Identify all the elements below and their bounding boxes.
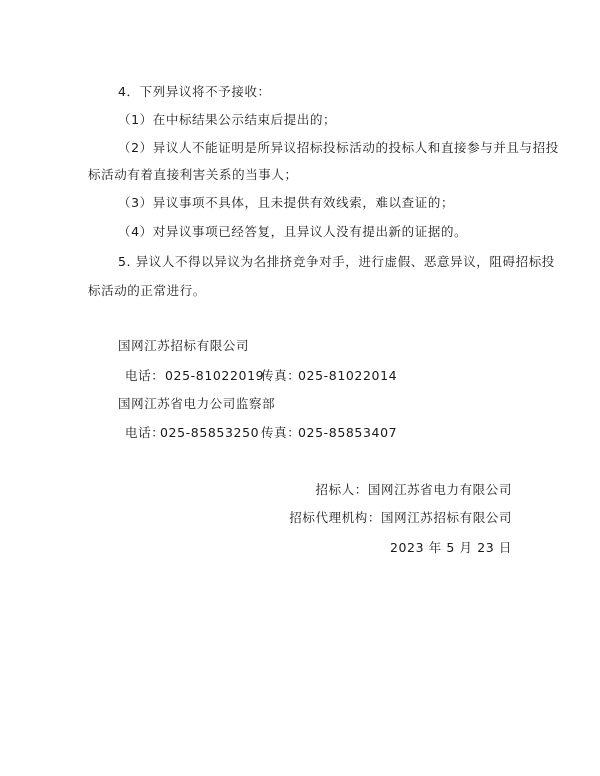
contact-phone-label: 电话：: [125, 368, 165, 383]
item-4-2-line1: （2）异议人不能证明是所异议招标投标活动的投标人和直接参与并且与招投: [118, 140, 559, 155]
contact-phone-label: 电话：: [125, 425, 165, 440]
contact-org: 国网江苏招标有限公司: [118, 338, 250, 353]
contact-fax-label: 传真：: [261, 425, 301, 440]
tenderer-signature: 招标人：国网江苏省电力有限公司: [315, 482, 512, 497]
contact-org: 国网江苏省电力公司监察部: [118, 396, 276, 411]
item-5-line2: 标活动的正常进行。: [88, 283, 206, 298]
contact-fax: 025-85853407: [298, 425, 398, 440]
contact-phone: 025-81022019: [165, 368, 265, 383]
agency-signature: 招标代理机构：国网江苏招标有限公司: [289, 510, 512, 525]
item-5-line1: 5. 异议人不得以异议为名排挤竞争对手，进行虚假、恶意异议，阻碍招标投: [118, 254, 555, 269]
contact-phone: 025-85853250: [160, 425, 260, 440]
item-4-3: （3）异议事项不具体，且未提供有效线索，难以查证的；: [118, 195, 455, 210]
contact-fax-label: 传真：: [261, 368, 301, 383]
item-4-1: （1）在中标结果公示结束后提出的；: [118, 112, 337, 127]
item-4-title: 4．下列异议将不予接收：: [118, 84, 271, 99]
document-date: 2023 年 5 月 23 日: [389, 540, 512, 555]
item-4-2-line2: 标活动有着直接利害关系的当事人；: [88, 167, 298, 182]
contact-fax: 025-81022014: [298, 368, 398, 383]
item-4-4: （4）对异议事项已经答复，且异议人没有提出新的证据的。: [118, 224, 468, 239]
